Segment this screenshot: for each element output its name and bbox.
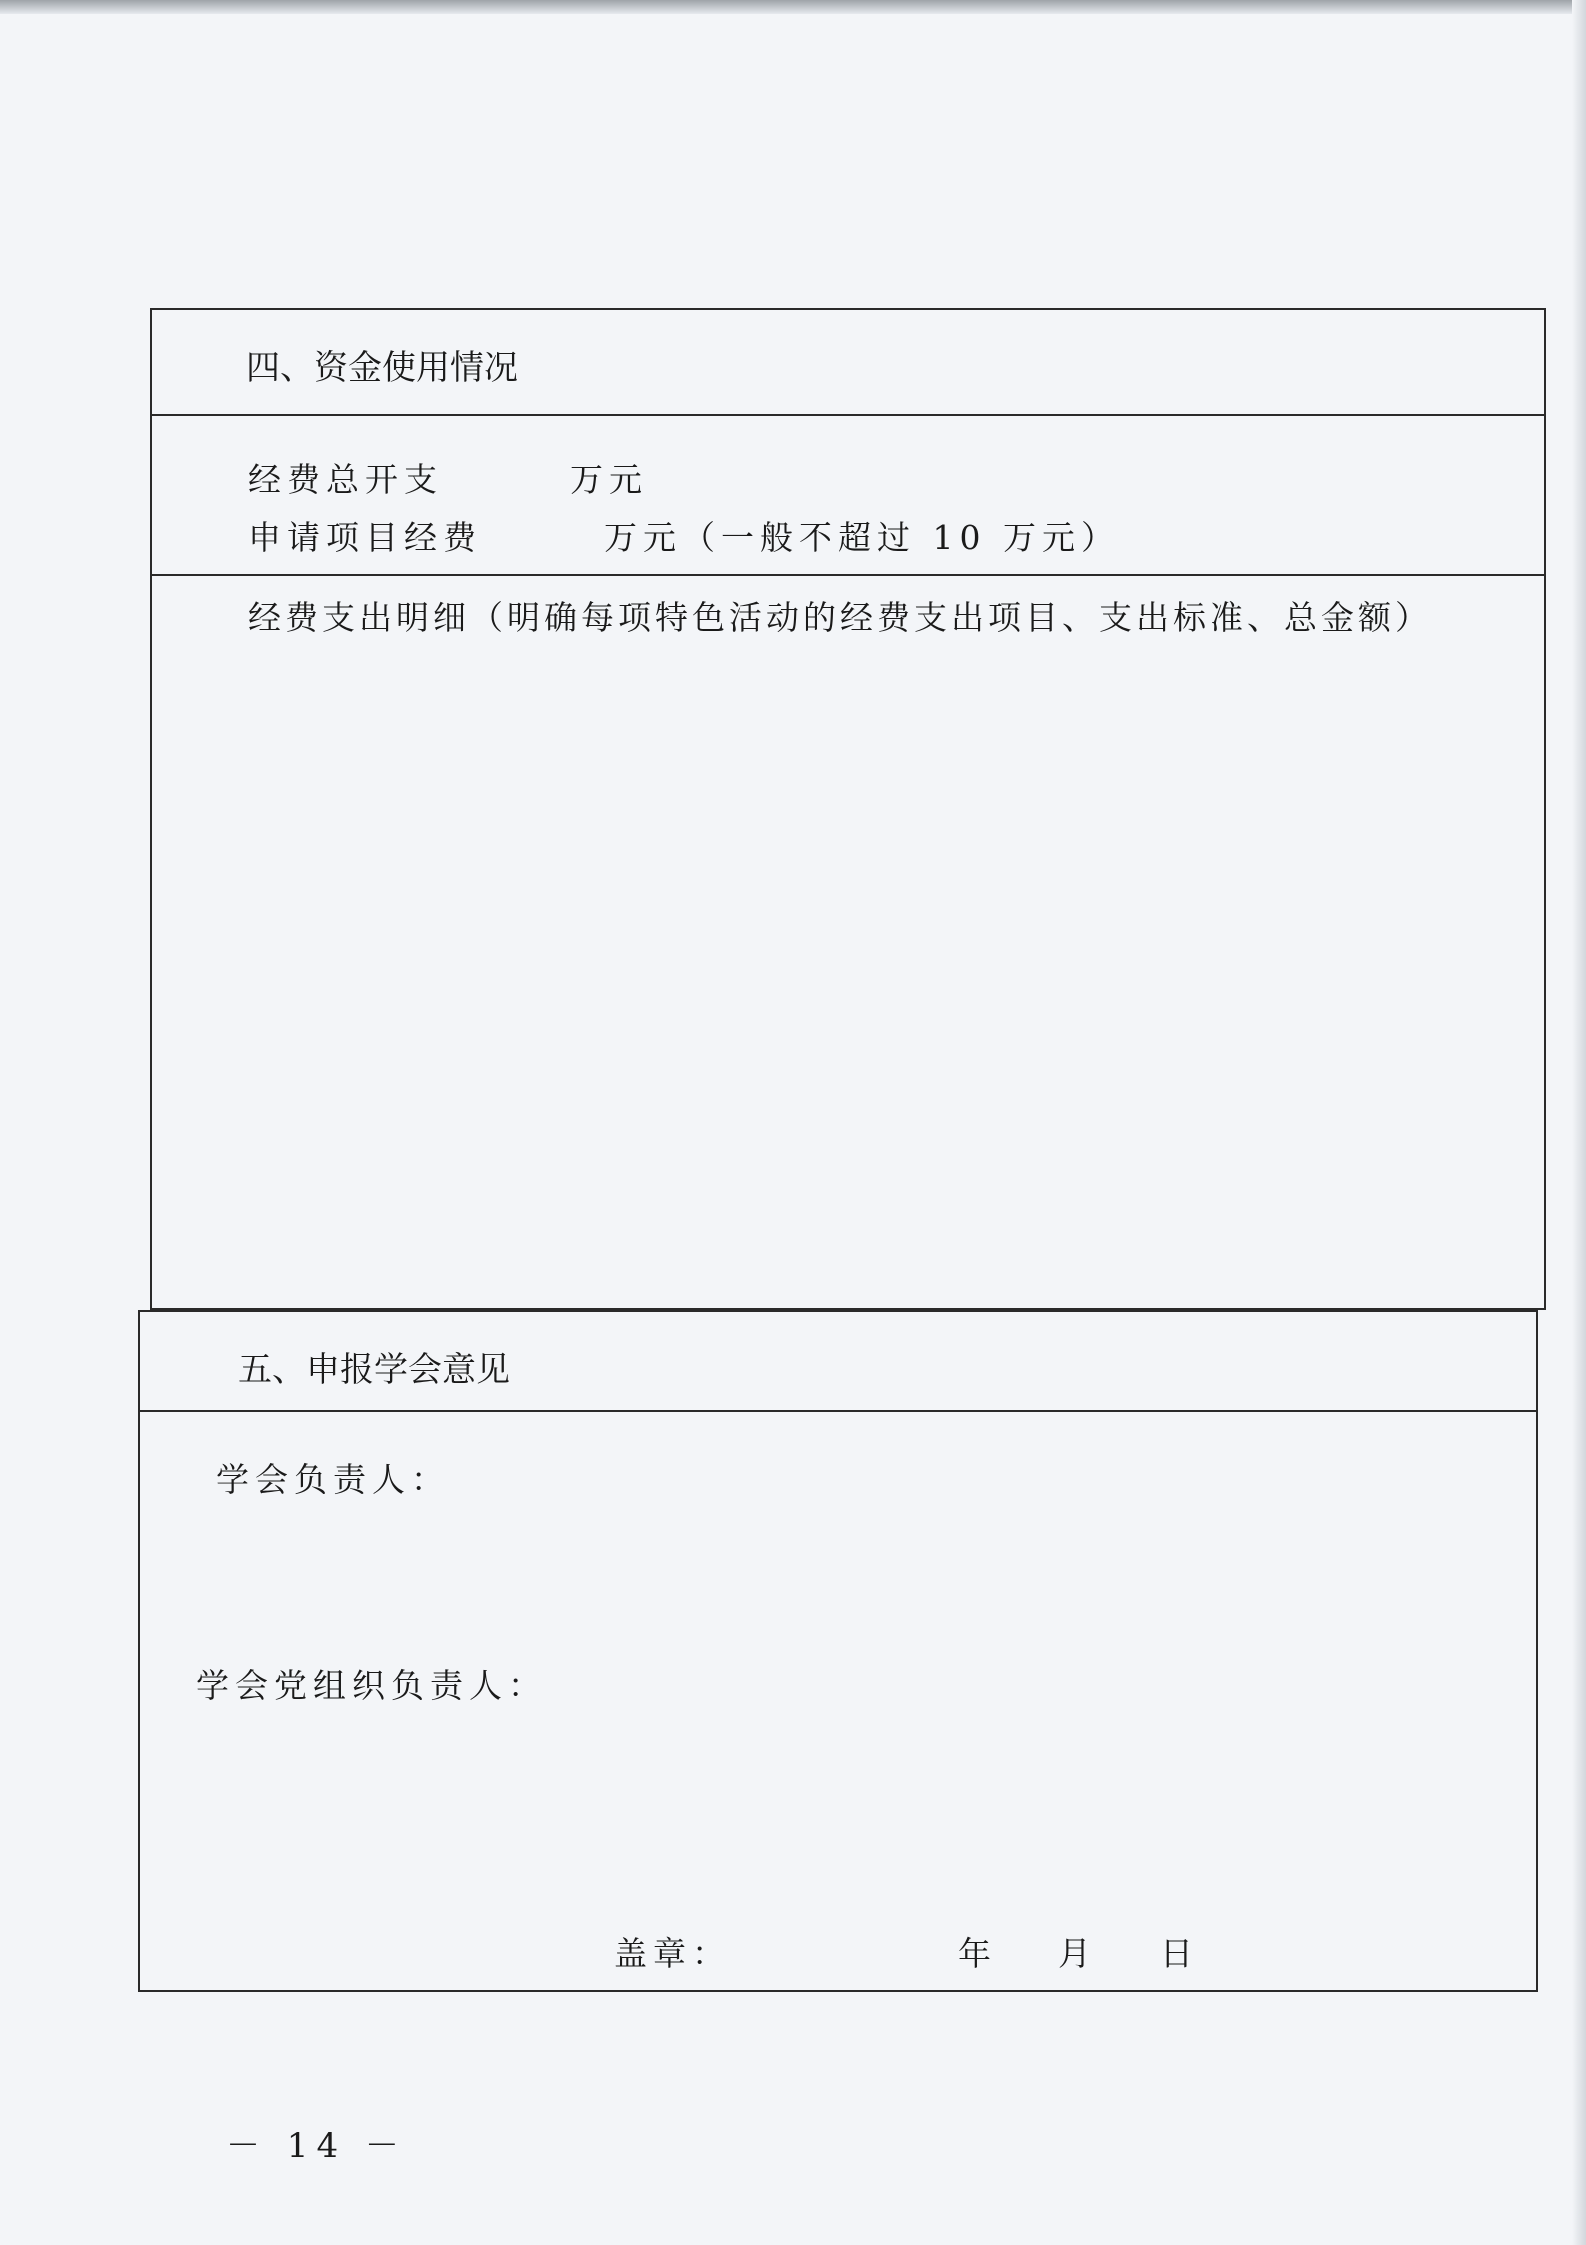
year-label: 年 <box>958 1934 997 1973</box>
apply-fund-unit: 万元（一般不超过 10 万元） <box>604 518 1120 557</box>
section-fund-usage-title-row <box>152 310 1544 414</box>
section-society-opinion-title-row <box>140 1312 1536 1410</box>
section-society-opinion-heading: 五、申报学会意见 <box>238 1350 510 1390</box>
day-label: 日 <box>1160 1934 1199 1973</box>
section-society-opinion <box>138 1310 1538 1992</box>
month-label: 月 <box>1058 1934 1097 1973</box>
total-expense-label: 经费总开支 <box>248 460 443 499</box>
apply-fund-label: 申请项目经费 <box>248 518 482 557</box>
section-fund-usage-heading: 四、资金使用情况 <box>246 348 518 388</box>
fund-detail-row <box>152 574 1544 1308</box>
expense-detail-label: 经费支出明细（明确每项特色活动的经费支出项目、支出标准、总金额） <box>248 598 1432 637</box>
party-leader-label: 学会党组织负责人： <box>196 1666 547 1705</box>
section-fund-usage <box>150 308 1546 1310</box>
society-opinion-body <box>140 1410 1536 1990</box>
fund-total-row <box>152 414 1544 574</box>
society-leader-label: 学会负责人： <box>216 1460 450 1499</box>
scan-shadow-top <box>0 0 1586 14</box>
total-expense-unit: 万元 <box>570 460 648 499</box>
page-number: － 14 － <box>226 2126 407 2166</box>
seal-label: 盖章： <box>614 1934 731 1973</box>
scan-shadow-right <box>1572 0 1586 2245</box>
